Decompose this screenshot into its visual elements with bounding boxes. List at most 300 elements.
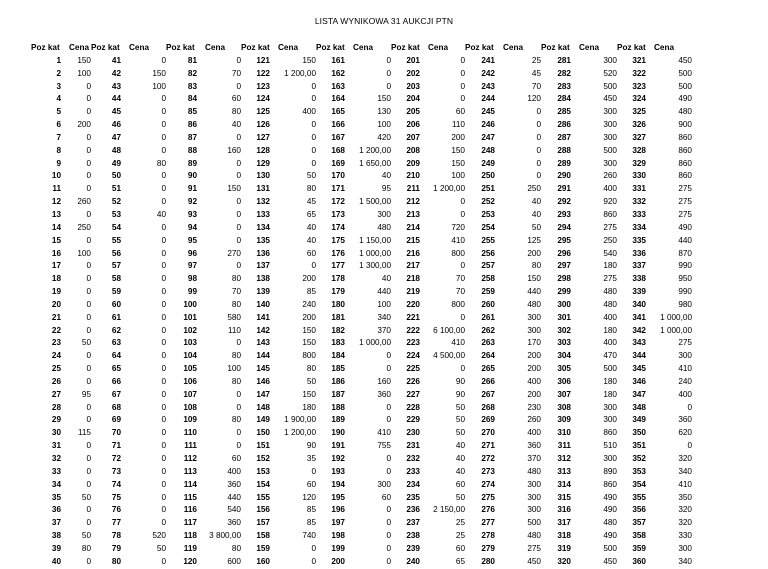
lot-number: 89 (187, 158, 197, 168)
lot-price: 500 (603, 543, 617, 553)
lot-number: 275 (481, 492, 495, 502)
lot-price: 510 (603, 441, 617, 451)
lot-price: 0 (236, 338, 241, 348)
lot-number: 109 (183, 415, 197, 425)
lot-price: 180 (603, 389, 617, 399)
lot-number: 56 (111, 248, 121, 258)
lot-number: 226 (406, 376, 420, 386)
lot-number: 295 (557, 235, 571, 245)
lot-number: 296 (557, 248, 571, 258)
lot-price: 400 (527, 428, 541, 438)
lot-number: 129 (256, 158, 270, 168)
lot-number: 189 (331, 415, 345, 425)
lot-number: 102 (183, 325, 197, 335)
lot-number: 161 (331, 55, 345, 65)
lot-price: 480 (603, 287, 617, 297)
lot-number: 159 (256, 543, 270, 553)
lot-number: 49 (111, 158, 121, 168)
lot-price: 0 (460, 209, 465, 219)
lot-number: 231 (406, 441, 420, 451)
lot-price: 70 (231, 68, 241, 78)
lot-price: 470 (603, 351, 617, 361)
lot-price: 50 (531, 222, 541, 232)
lot-number: 357 (632, 518, 646, 528)
lot-price: 300 (377, 209, 391, 219)
lot-price: 300 (603, 158, 617, 168)
header-poz-kat: Poz kat (166, 43, 195, 52)
lot-number: 74 (111, 479, 121, 489)
lot-price: 410 (451, 235, 465, 245)
lot-number: 68 (111, 402, 121, 412)
lot-price: 0 (236, 261, 241, 271)
lot-price: 0 (161, 120, 166, 130)
lot-number: 133 (256, 209, 270, 219)
lot-number: 128 (256, 145, 270, 155)
lot-number: 310 (557, 428, 571, 438)
lot-number: 294 (557, 222, 571, 232)
lot-number: 228 (406, 402, 420, 412)
lot-number: 336 (632, 248, 646, 258)
lot-price: 950 (678, 274, 692, 284)
lot-price: 4 500,00 (433, 351, 465, 361)
lot-price: 85 (306, 287, 316, 297)
table-row (31, 350, 692, 363)
lot-price: 870 (678, 248, 692, 258)
table-row (31, 543, 692, 556)
lot-number: 92 (187, 197, 197, 207)
lot-number: 323 (632, 81, 646, 91)
lot-number: 48 (111, 145, 121, 155)
lot-number: 324 (632, 94, 646, 104)
lot-price: 150 (227, 184, 241, 194)
lot-number: 46 (111, 120, 121, 130)
lot-price: 6 100,00 (433, 325, 465, 335)
lot-price: 0 (86, 158, 91, 168)
lot-number: 268 (481, 402, 495, 412)
lot-number: 25 (51, 364, 61, 374)
lot-price: 0 (236, 235, 241, 245)
lot-number: 230 (406, 428, 420, 438)
lot-number: 254 (481, 222, 495, 232)
lot-price: 80 (231, 351, 241, 361)
table-row (31, 170, 692, 183)
lot-number: 188 (331, 402, 345, 412)
lot-price: 0 (86, 261, 91, 271)
lot-price: 0 (161, 466, 166, 476)
lot-price: 0 (386, 81, 391, 91)
lot-number: 112 (183, 454, 197, 463)
lot-price: 600 (227, 556, 241, 566)
lot-number: 341 (632, 312, 646, 322)
lot-number: 183 (331, 338, 345, 348)
lot-number: 236 (406, 505, 420, 515)
table-row (31, 55, 692, 68)
lot-price: 200 (527, 351, 541, 361)
lot-price: 0 (161, 492, 166, 502)
lot-number: 259 (481, 287, 495, 297)
table-row (31, 556, 692, 569)
lot-price: 0 (161, 222, 166, 232)
lot-number: 146 (256, 376, 270, 386)
lot-number: 127 (256, 132, 270, 142)
lot-price: 0 (460, 94, 465, 104)
lot-number: 195 (331, 492, 345, 502)
lot-price: 0 (311, 94, 316, 104)
lot-number: 141 (256, 312, 270, 322)
table-row (31, 106, 692, 119)
lot-price: 0 (161, 299, 166, 309)
lot-price: 800 (451, 248, 465, 258)
lot-price: 0 (161, 261, 166, 271)
lot-number: 190 (331, 428, 345, 438)
lot-number: 233 (406, 466, 420, 476)
lot-number: 95 (187, 235, 197, 245)
lot-number: 198 (331, 531, 345, 541)
lot-price: 70 (455, 274, 465, 284)
lot-price: 0 (460, 261, 465, 271)
lot-price: 0 (311, 466, 316, 476)
lot-number: 351 (632, 441, 646, 451)
lot-price: 200 (451, 132, 465, 142)
lot-price: 400 (603, 184, 617, 194)
table-header (31, 42, 692, 55)
table-row (31, 209, 692, 222)
lot-price: 320 (678, 454, 692, 463)
lot-price: 0 (386, 543, 391, 553)
lot-number: 334 (632, 222, 646, 232)
lot-number: 64 (111, 351, 121, 361)
lot-price: 80 (306, 184, 316, 194)
lot-price: 40 (306, 235, 316, 245)
lot-price: 0 (236, 81, 241, 91)
lot-price: 0 (161, 505, 166, 515)
lot-price: 480 (527, 531, 541, 541)
lot-price: 90 (455, 389, 465, 399)
lot-price: 300 (603, 107, 617, 117)
lot-number: 31 (51, 441, 61, 451)
lot-price: 480 (678, 107, 692, 117)
lot-number: 304 (557, 351, 571, 361)
lot-number: 19 (51, 287, 61, 297)
lot-price: 70 (231, 287, 241, 297)
lot-number: 90 (187, 171, 197, 181)
lot-number: 22 (51, 325, 61, 335)
lot-price: 80 (231, 274, 241, 284)
lot-number: 217 (406, 261, 420, 271)
lot-price: 250 (603, 235, 617, 245)
table-row (31, 376, 692, 389)
lot-price: 40 (231, 120, 241, 130)
lot-price: 40 (306, 222, 316, 232)
lot-number: 208 (406, 145, 420, 155)
lot-number: 3 (56, 81, 61, 91)
lot-price: 0 (536, 145, 541, 155)
lot-price: 0 (460, 68, 465, 78)
lot-number: 320 (557, 556, 571, 566)
lot-price: 100 (77, 248, 91, 258)
lot-number: 313 (557, 466, 571, 476)
lot-price: 360 (377, 389, 391, 399)
lot-price: 500 (603, 81, 617, 91)
lot-number: 347 (632, 389, 646, 399)
lot-number: 211 (406, 184, 420, 194)
lot-number: 41 (111, 55, 121, 65)
lot-price: 65 (455, 556, 465, 566)
lot-price: 0 (386, 518, 391, 528)
lot-number: 252 (481, 197, 495, 207)
lot-price: 200 (527, 248, 541, 258)
lot-price: 1 300,00 (359, 261, 391, 271)
table-row (31, 427, 692, 440)
table-row (31, 248, 692, 261)
lot-number: 98 (187, 274, 197, 284)
lot-number: 169 (331, 158, 345, 168)
lot-number: 147 (256, 389, 270, 399)
lot-number: 137 (256, 261, 270, 271)
lot-price: 80 (231, 107, 241, 117)
lot-price: 0 (236, 55, 241, 65)
lot-number: 88 (187, 145, 197, 155)
lot-number: 352 (632, 454, 646, 463)
lot-price: 100 (451, 171, 465, 181)
lot-price: 80 (231, 299, 241, 309)
lot-number: 272 (481, 454, 495, 463)
lot-number: 34 (51, 479, 61, 489)
lot-price: 320 (678, 518, 692, 528)
lot-price: 240 (302, 299, 316, 309)
lot-number: 333 (632, 209, 646, 219)
lot-number: 263 (481, 338, 495, 348)
header-cena: Cena (129, 43, 150, 52)
lot-price: 0 (536, 107, 541, 117)
lot-number: 24 (51, 351, 61, 361)
lot-number: 134 (256, 222, 270, 232)
lot-price: 0 (460, 197, 465, 207)
table-row (31, 504, 692, 517)
lot-price: 0 (161, 376, 166, 386)
lot-number: 62 (111, 325, 121, 335)
lot-number: 142 (256, 325, 270, 335)
lot-number: 152 (256, 454, 270, 463)
lot-price: 860 (603, 428, 617, 438)
lot-number: 216 (406, 248, 420, 258)
lot-number: 209 (406, 158, 420, 168)
lot-price: 260 (77, 197, 91, 207)
lot-number: 28 (51, 402, 61, 412)
header-cena: Cena (428, 43, 449, 52)
lot-number: 153 (256, 466, 270, 476)
lot-number: 245 (481, 107, 495, 117)
lot-price: 50 (81, 338, 91, 348)
lot-number: 249 (481, 158, 495, 168)
lot-price: 125 (527, 235, 541, 245)
lot-price: 490 (678, 94, 692, 104)
lot-number: 204 (406, 94, 420, 104)
lot-price: 0 (86, 94, 91, 104)
lot-price: 0 (161, 94, 166, 104)
lot-number: 235 (406, 492, 420, 502)
lot-number: 110 (183, 428, 197, 438)
lot-price: 300 (603, 120, 617, 130)
table-row (31, 260, 692, 273)
lot-number: 192 (331, 454, 345, 463)
lot-number: 200 (331, 556, 345, 566)
lot-price: 0 (161, 364, 166, 374)
lot-number: 356 (632, 505, 646, 515)
lot-number: 44 (111, 94, 121, 104)
lot-price: 980 (678, 299, 692, 309)
lot-number: 170 (331, 171, 345, 181)
lot-price: 0 (236, 428, 241, 438)
lot-number: 136 (256, 248, 270, 258)
lot-number: 154 (256, 479, 270, 489)
lot-number: 79 (111, 543, 121, 553)
lot-number: 176 (331, 248, 345, 258)
lot-number: 84 (187, 94, 197, 104)
table-row (31, 517, 692, 530)
lot-price: 50 (306, 376, 316, 386)
lot-price: 275 (678, 209, 692, 219)
lot-number: 14 (51, 222, 61, 232)
lot-number: 285 (557, 107, 571, 117)
lot-price: 70 (531, 81, 541, 91)
lot-number: 264 (481, 351, 495, 361)
header-poz-kat: Poz kat (91, 43, 120, 52)
lot-price: 860 (678, 145, 692, 155)
lot-number: 38 (51, 531, 61, 541)
lot-price: 100 (227, 364, 241, 374)
lot-number: 37 (51, 518, 61, 528)
lot-number: 290 (557, 171, 571, 181)
lot-price: 260 (527, 415, 541, 425)
lot-price: 500 (603, 364, 617, 374)
lot-number: 18 (51, 274, 61, 284)
lot-number: 124 (256, 94, 270, 104)
lot-number: 340 (632, 299, 646, 309)
lot-price: 0 (86, 325, 91, 335)
lot-price: 3 800,00 (209, 531, 241, 541)
lot-price: 0 (311, 132, 316, 142)
lot-price: 1 900,00 (284, 415, 316, 425)
lot-number: 174 (331, 222, 345, 232)
lot-number: 182 (331, 325, 345, 335)
lot-price: 0 (86, 171, 91, 181)
lot-price: 0 (386, 505, 391, 515)
lot-price: 25 (531, 55, 541, 65)
lot-number: 241 (481, 55, 495, 65)
lot-number: 258 (481, 274, 495, 284)
lot-price: 0 (311, 158, 316, 168)
lot-number: 17 (51, 261, 61, 271)
lot-price: 370 (527, 454, 541, 463)
lot-price: 40 (531, 209, 541, 219)
lot-price: 100 (152, 81, 166, 91)
lot-price: 0 (86, 441, 91, 451)
lot-number: 116 (183, 505, 197, 515)
lot-price: 180 (603, 261, 617, 271)
lot-number: 175 (331, 235, 345, 245)
lot-number: 280 (481, 556, 495, 566)
lot-number: 165 (331, 107, 345, 117)
lot-number: 261 (481, 312, 495, 322)
lot-number: 130 (256, 171, 270, 181)
header-row (31, 42, 692, 55)
lot-price: 0 (460, 55, 465, 65)
lot-price: 300 (678, 351, 692, 361)
lot-number: 201 (406, 55, 420, 65)
table-body (31, 55, 692, 569)
lot-price: 0 (386, 55, 391, 65)
table-row (31, 286, 692, 299)
table-row (31, 312, 692, 325)
lot-price: 0 (161, 235, 166, 245)
lot-price: 0 (86, 376, 91, 386)
lot-price: 60 (231, 454, 241, 463)
lot-number: 52 (111, 197, 121, 207)
lot-number: 276 (481, 505, 495, 515)
lot-price: 150 (302, 55, 316, 65)
lot-price: 0 (460, 81, 465, 91)
lot-number: 227 (406, 389, 420, 399)
lot-number: 210 (406, 171, 420, 181)
lot-price: 300 (527, 505, 541, 515)
lot-price: 480 (377, 222, 391, 232)
lot-number: 238 (406, 531, 420, 541)
lot-number: 300 (557, 299, 571, 309)
lot-number: 150 (256, 428, 270, 438)
results-table (31, 42, 692, 569)
lot-price: 580 (227, 312, 241, 322)
lot-price: 60 (231, 94, 241, 104)
lot-number: 191 (331, 441, 345, 451)
lot-number: 343 (632, 338, 646, 348)
lot-price: 150 (451, 158, 465, 168)
lot-number: 193 (331, 466, 345, 476)
lot-price: 150 (77, 55, 91, 65)
lot-number: 114 (183, 479, 197, 489)
lot-price: 400 (678, 389, 692, 399)
lot-number: 322 (632, 68, 646, 78)
lot-price: 1 200,00 (284, 68, 316, 78)
table-row (31, 337, 692, 350)
header-cena: Cena (278, 43, 299, 52)
lot-number: 53 (111, 209, 121, 219)
header-cena: Cena (503, 43, 524, 52)
lot-number: 164 (331, 94, 345, 104)
lot-number: 54 (111, 222, 121, 232)
lot-number: 80 (111, 556, 121, 566)
lot-number: 345 (632, 364, 646, 374)
lot-number: 20 (51, 299, 61, 309)
table-row (31, 235, 692, 248)
lot-price: 0 (386, 415, 391, 425)
lot-price: 85 (306, 505, 316, 515)
lot-number: 87 (187, 132, 197, 142)
lot-number: 187 (331, 389, 345, 399)
lot-price: 300 (377, 479, 391, 489)
lot-price: 90 (306, 441, 316, 451)
lot-number: 156 (256, 505, 270, 515)
lot-price: 0 (86, 81, 91, 91)
page-title: LISTA WYNIKOWA 31 AUKCJI PTN (314, 16, 454, 26)
lot-price: 0 (86, 351, 91, 361)
lot-number: 265 (481, 364, 495, 374)
lot-price: 95 (81, 389, 91, 399)
lot-number: 76 (111, 505, 121, 515)
table-row (31, 145, 692, 158)
lot-number: 269 (481, 415, 495, 425)
lot-price: 440 (377, 287, 391, 297)
